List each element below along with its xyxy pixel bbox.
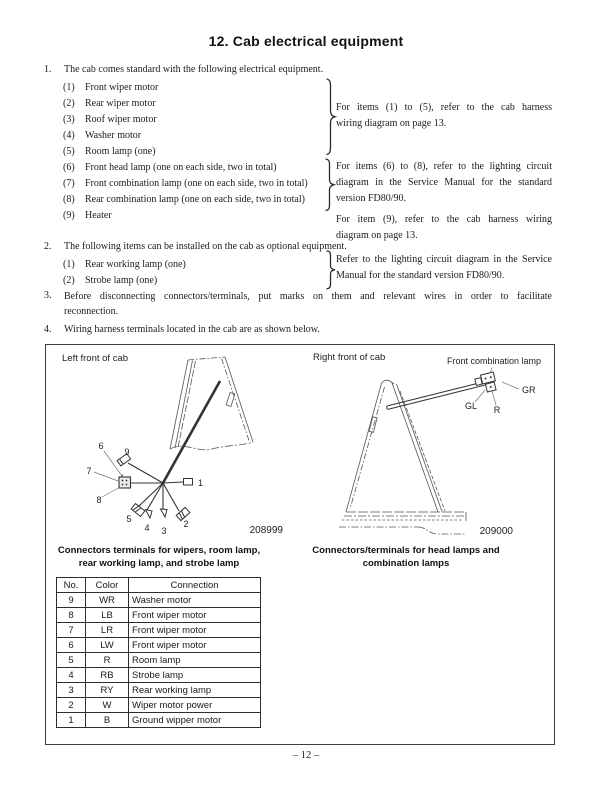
figure-right-number: 209000 (479, 526, 513, 537)
note-items-6-8-line2: diagram in the Service Manual for the standard (336, 177, 552, 188)
note-items-6-8-line1: For items (6) to (8), refer to the lighting circuit (336, 161, 552, 172)
note-items-1-5-line1: For items (1) to (5), refer to the cab harness (336, 102, 552, 113)
sub-item-9: (9) Heater (63, 210, 112, 221)
table-row: 3 RY Rear working lamp (57, 683, 261, 698)
combination-lamp-connector-cluster (474, 372, 497, 394)
list-item-3-line2: reconnection. (64, 306, 119, 317)
list-item-1 (44, 63, 323, 77)
sub-item-8: (8) Rear combination lamp (one on each side, two in total) (63, 194, 305, 205)
list-item-text: The cab comes standard with the following electrical equipment. (64, 64, 324, 75)
terminal-label-gl: GL (464, 401, 478, 411)
note-items-6-8-line3: version FD80/90. (336, 193, 406, 204)
table-row: 1 B Ground wipper motor (57, 713, 261, 728)
sub-item-1: (1) Front wiper motor (63, 82, 159, 93)
wire-label-9: 9 (124, 447, 130, 457)
wire-label-2: 2 (183, 519, 189, 529)
figure-left-number: 208999 (249, 525, 283, 536)
note-item-9-line2: diagram on page 13. (336, 230, 418, 241)
connector-block-6-7-8 (119, 475, 131, 489)
sub-item-4: (4) Washer motor (63, 130, 142, 141)
page-number: – 12 – (292, 750, 320, 761)
sub-item-optional-1: (1) Rear working lamp (one) (63, 259, 186, 270)
table-header-row (57, 578, 261, 593)
right-cab-pillar-drawing (339, 380, 466, 534)
table-row: 6 LW Front wiper motor (57, 638, 261, 653)
terminal-label-r: R (493, 405, 501, 415)
wire-label-6: 6 (98, 441, 104, 451)
wire-label-1: 1 (198, 478, 204, 488)
sub-item-7: (7) Front combination lamp (one on each side, two in total) (63, 178, 308, 189)
sub-item-6: (6) Front head lamp (one on each side, two in total) (63, 162, 277, 173)
figure-left-caption: Connectors terminals for wipers, room lamp, rear working lamp, and strobe lamp (57, 545, 261, 569)
table-row: 7 LR Front wiper motor (57, 623, 261, 638)
left-cab-pillar-drawing (170, 357, 253, 450)
sub-item-2: (2) Rear wiper motor (63, 98, 156, 109)
figure-right-title: Right front of cab (313, 352, 386, 363)
note-item-9-line1: For item (9), refer to the cab harness wiring (336, 214, 552, 225)
right-cab-diagram (306, 345, 556, 545)
harness-wire (163, 381, 220, 483)
sub-item-3: (3) Roof wiper motor (63, 114, 157, 125)
wire-label-3: 3 (161, 526, 167, 536)
list-item-3-line1: Before disconnecting connectors/terminals, put marks on them and relevant wires in order to facilitate (64, 291, 552, 302)
brace-items-6-8-icon (324, 158, 336, 212)
list-item-2: 2. The following items can be installed on the cab as optional equipment. (44, 241, 347, 252)
note-items-1-5-line2: wiring diagram on page 13. (336, 118, 447, 129)
front-combination-lamp-label: Front combination lamp (446, 356, 542, 366)
wire-label-4: 4 (144, 523, 150, 533)
sub-item-optional-2: (2) Strobe lamp (one) (63, 275, 158, 286)
figure-left-title: Left front of cab (62, 353, 129, 364)
table-row: 4 RB Strobe lamp (57, 668, 261, 683)
connection-table (56, 577, 261, 728)
arrow-terminal-3 (161, 509, 168, 517)
wire-label-5: 5 (126, 514, 132, 524)
arrow-terminal-4 (146, 510, 153, 519)
left-cab-diagram (46, 345, 316, 545)
terminal-label-gr: GR (522, 385, 536, 395)
figure-box (45, 344, 555, 745)
list-item-4: 4. Wiring harness terminals located in the cab are as shown below. (44, 324, 320, 335)
note-optional-line2: Manual for the standard version FD80/90. (336, 270, 505, 281)
table-row: 2 W Wiper motor power (57, 698, 261, 713)
header-color: Color (86, 578, 129, 593)
wire-label-8: 8 (96, 495, 102, 505)
list-item-3: 3. (44, 290, 52, 301)
wire-label-7: 7 (86, 466, 92, 476)
leader-lines (94, 451, 122, 497)
connector-terminal-1 (184, 479, 193, 486)
sub-item-5: (5) Room lamp (one) (63, 146, 156, 157)
header-no: No. (57, 578, 86, 593)
list-item-number: 1. (44, 64, 52, 75)
header-connection: Connection (129, 578, 261, 593)
connector-terminal-5 (131, 504, 145, 517)
table-row: 8 LB Front wiper motor (57, 608, 261, 623)
table-row: 5 R Room lamp (57, 653, 261, 668)
table-row: 9 WR Washer motor (57, 593, 261, 608)
page-title: 12. Cab electrical equipment (208, 33, 404, 49)
note-optional-line1: Refer to the lighting circuit diagram in the Service (336, 254, 552, 265)
figure-right-caption: Connectors/terminals for head lamps and combination lamps (312, 545, 500, 569)
